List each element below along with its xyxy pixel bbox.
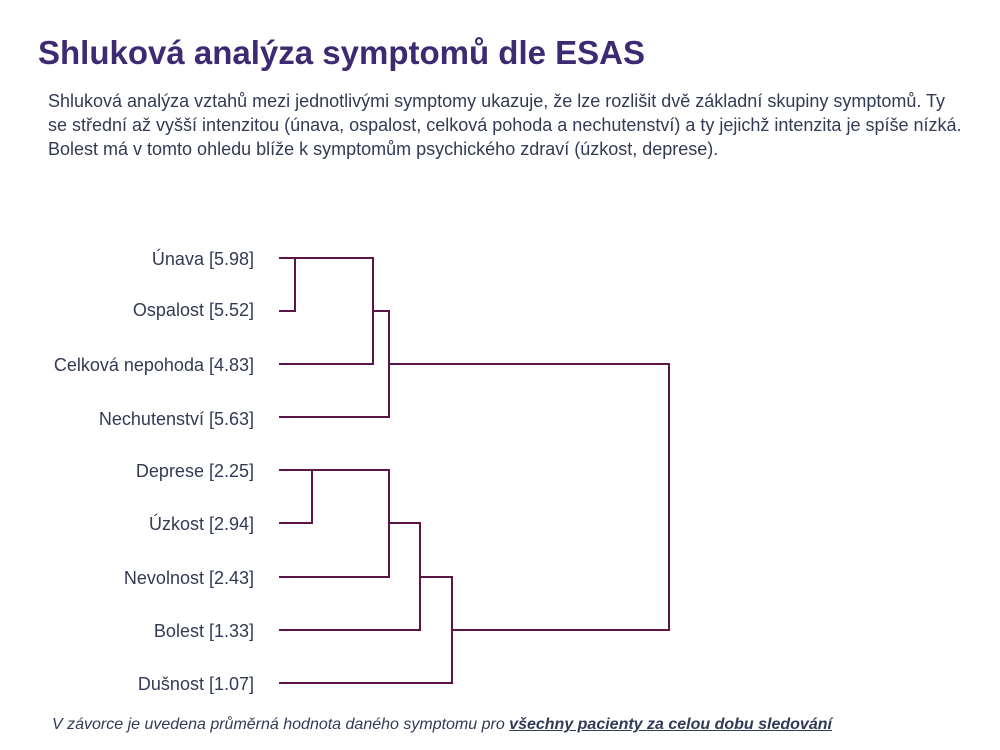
leaf-label-uzkost: Úzkost [2.94] <box>148 514 254 534</box>
leaf-label-dusnost: Dušnost [1.07] <box>137 674 254 694</box>
intro-paragraph-1: Shluková analýza vztahů mezi jednotlivými symptomy ukazuje, že lze rozlišit dvě základní skupiny symptomů. Ty se střední až vyšší intenzitou (únava, ospalost, celková pohoda a nechutenství) a ty jejichž intenzita je spíše nízká. <box>48 91 962 135</box>
leaf-label-celkova-nepohoda: Celková nepohoda [4.83] <box>53 355 254 375</box>
footnote-emphasis: všechny pacienty za celou dobu sledování <box>509 716 832 733</box>
footnote-prefix: V závorce je uvedena průměrná hodnota daného symptomu pro <box>52 716 510 733</box>
branch-root <box>389 364 669 630</box>
branch-unava-ospalost <box>280 258 295 311</box>
leaf-label-nevolnost: Nevolnost [2.43] <box>123 568 254 588</box>
page-title: Shluková analýza symptomů dle ESAS <box>38 34 646 71</box>
leaf-label-unava: Únava [5.98] <box>151 249 254 269</box>
leaf-label-bolest: Bolest [1.33] <box>153 621 254 641</box>
leaf-label-ospalost: Ospalost [5.52] <box>132 300 254 320</box>
leaf-label-deprese: Deprese [2.25] <box>135 461 254 481</box>
dendrogram-branches <box>280 258 669 683</box>
leaf-label-nechutenstvi: Nechutenství [5.63] <box>98 409 254 429</box>
footnote <box>52 716 832 734</box>
branch-deprese-uzkost <box>280 470 312 523</box>
leaf-labels <box>54 248 254 694</box>
intro-paragraph-2: Bolest má v tomto ohledu blíže k symptomům psychického zdraví (úzkost, deprese). <box>48 139 719 159</box>
